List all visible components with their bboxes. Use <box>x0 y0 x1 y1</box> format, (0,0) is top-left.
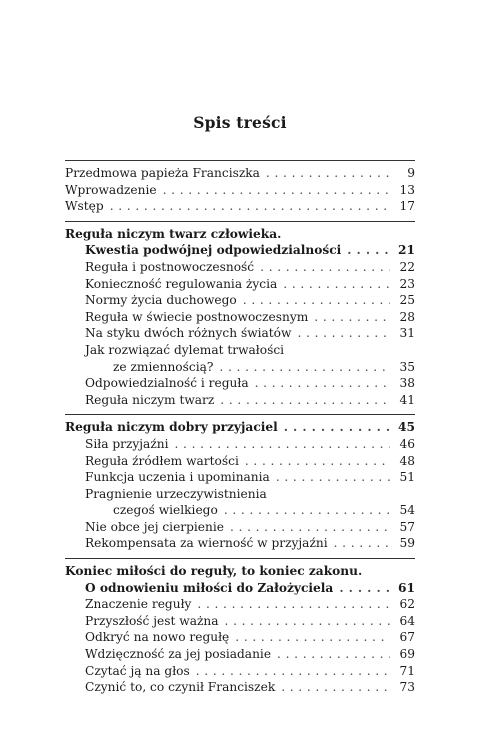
toc-entry[interactable] <box>65 375 415 392</box>
page-number: 67 <box>399 630 415 645</box>
entry-label: Przyszłość jest ważna <box>85 613 219 628</box>
toc-entry[interactable] <box>65 359 415 376</box>
dot-leader <box>347 242 390 259</box>
dot-leader <box>196 663 390 680</box>
toc-entry[interactable] <box>65 325 415 342</box>
dot-leader <box>277 646 390 663</box>
entry-label: Odkryć na nowo regułę <box>85 630 230 645</box>
toc-section-part2 <box>65 415 415 558</box>
toc-entry[interactable] <box>65 198 415 215</box>
toc-entry[interactable] <box>65 519 415 536</box>
dot-leader <box>334 535 390 552</box>
dot-leader <box>283 276 390 293</box>
page-number: 57 <box>399 519 415 534</box>
dot-leader <box>197 596 390 613</box>
toc-section-front <box>65 161 415 221</box>
page-number: 17 <box>399 199 415 214</box>
entry-label: Na styku dwóch różnych światów <box>85 326 292 341</box>
entry-label: Reguła w świecie postnowoczesnym <box>85 309 309 324</box>
dot-leader <box>314 309 390 326</box>
page-number: 46 <box>399 436 415 451</box>
page-number: 48 <box>399 453 415 468</box>
dot-leader <box>235 629 390 646</box>
entry-label: Rekompensata za wierność w przyjaźni <box>85 536 328 551</box>
page-number: 35 <box>399 359 415 374</box>
dot-leader <box>243 292 390 309</box>
page-number: 28 <box>399 309 415 324</box>
dot-leader <box>255 375 390 392</box>
page-number: 71 <box>399 663 415 678</box>
toc-entry[interactable] <box>65 629 415 646</box>
page-number: 54 <box>399 503 415 518</box>
toc-entry[interactable] <box>65 502 415 519</box>
page-number: 64 <box>399 613 415 628</box>
dot-leader <box>219 359 390 376</box>
toc-entry[interactable] <box>65 453 415 470</box>
toc-entry[interactable] <box>65 469 415 486</box>
table-of-contents <box>65 160 415 702</box>
dot-leader <box>276 469 390 486</box>
toc-entry[interactable] <box>65 613 415 630</box>
toc-entry[interactable] <box>65 679 415 696</box>
toc-entry[interactable] <box>65 663 415 680</box>
dot-leader <box>110 198 390 215</box>
dot-leader <box>225 613 390 630</box>
entry-label: Czynić to, co czynił Franciszek <box>85 680 276 695</box>
entry-label: Reguła i postnowoczesność <box>85 259 255 274</box>
entry-label: Reguła niczym twarz <box>85 392 215 407</box>
entry-label-line2: ze zmiennością? <box>113 359 214 374</box>
entry-label: Konieczność regulowania życia <box>85 276 278 291</box>
entry-label: Funkcja uczenia i upominania <box>85 470 270 485</box>
dot-leader <box>284 419 390 436</box>
dot-leader <box>230 519 390 536</box>
dot-leader <box>245 453 390 470</box>
toc-entry[interactable] <box>65 392 415 409</box>
entry-label: Siła przyjaźni <box>85 436 169 451</box>
page-number: 59 <box>399 536 415 551</box>
entry-label-line1: Jak rozwiązać dylemat trwałości <box>85 342 285 357</box>
page-number: 61 <box>398 580 415 595</box>
entry-label: Wstęp <box>65 199 104 214</box>
page-number: 69 <box>399 647 415 662</box>
toc-entry[interactable] <box>65 535 415 552</box>
dot-leader <box>224 502 390 519</box>
section-heading: Reguła niczym dobry przyjaciel <box>65 420 278 435</box>
page-number: 13 <box>399 182 415 197</box>
page-number: 51 <box>399 470 415 485</box>
toc-entry[interactable] <box>65 292 415 309</box>
page-number: 45 <box>398 420 415 435</box>
entry-label: Odpowiedzialność i reguła <box>85 376 249 391</box>
entry-label-line2: czegoś wielkiego <box>113 503 218 518</box>
section-heading: Koniec miłości do reguły, to koniec zakonu. <box>65 564 363 579</box>
toc-entry[interactable] <box>65 436 415 453</box>
entry-label: Wprowadzenie <box>65 182 157 197</box>
entry-label-line1: Pragnienie urzeczywistnienia <box>85 486 267 501</box>
page-title: Spis treści <box>193 113 287 132</box>
page-number: 41 <box>399 392 415 407</box>
entry-label: Nie obce jej cierpienie <box>85 519 224 534</box>
page-number: 9 <box>407 166 415 180</box>
toc-section-part1 <box>65 222 415 415</box>
dot-leader <box>339 580 390 597</box>
toc-entry[interactable] <box>65 182 415 199</box>
entry-label: Normy życia duchowego <box>85 293 237 308</box>
toc-entry[interactable] <box>65 259 415 276</box>
entry-label: Przedmowa papieża Franciszka <box>65 166 260 180</box>
entry-label: Czytać ją na głos <box>85 663 190 678</box>
dot-leader <box>266 165 390 182</box>
entry-label: O odnowieniu miłości do Założyciela <box>85 580 334 595</box>
dot-leader <box>297 325 390 342</box>
entry-label: Kwestia podwójnej odpowiedzialności <box>85 243 342 258</box>
toc-entry[interactable] <box>65 580 415 597</box>
page-number: 38 <box>399 376 415 391</box>
dot-leader <box>220 392 390 409</box>
page-number: 21 <box>398 243 415 258</box>
page-number: 31 <box>399 326 415 341</box>
toc-entry[interactable] <box>65 309 415 326</box>
section-heading: Reguła niczym twarz człowieka. <box>65 226 282 241</box>
entry-label: Znaczenie reguły <box>85 597 192 612</box>
toc-entry[interactable] <box>65 419 415 436</box>
toc-entry[interactable] <box>65 242 415 259</box>
page-number: 25 <box>399 293 415 308</box>
page-number: 62 <box>399 597 415 612</box>
entry-label: Reguła źródłem wartości <box>85 453 239 468</box>
dot-leader <box>163 182 390 199</box>
page-number: 23 <box>399 276 415 291</box>
toc-entry[interactable] <box>65 165 415 182</box>
page-number: 22 <box>399 259 415 274</box>
toc-entry[interactable] <box>65 596 415 613</box>
dot-leader <box>175 436 391 453</box>
toc-section-part3 <box>65 559 415 702</box>
page-number: 73 <box>399 680 415 695</box>
dot-leader <box>260 259 390 276</box>
dot-leader <box>281 679 390 696</box>
entry-label: Wdzięczność za jej posiadanie <box>85 647 272 662</box>
toc-entry[interactable] <box>65 276 415 293</box>
toc-entry[interactable] <box>65 646 415 663</box>
